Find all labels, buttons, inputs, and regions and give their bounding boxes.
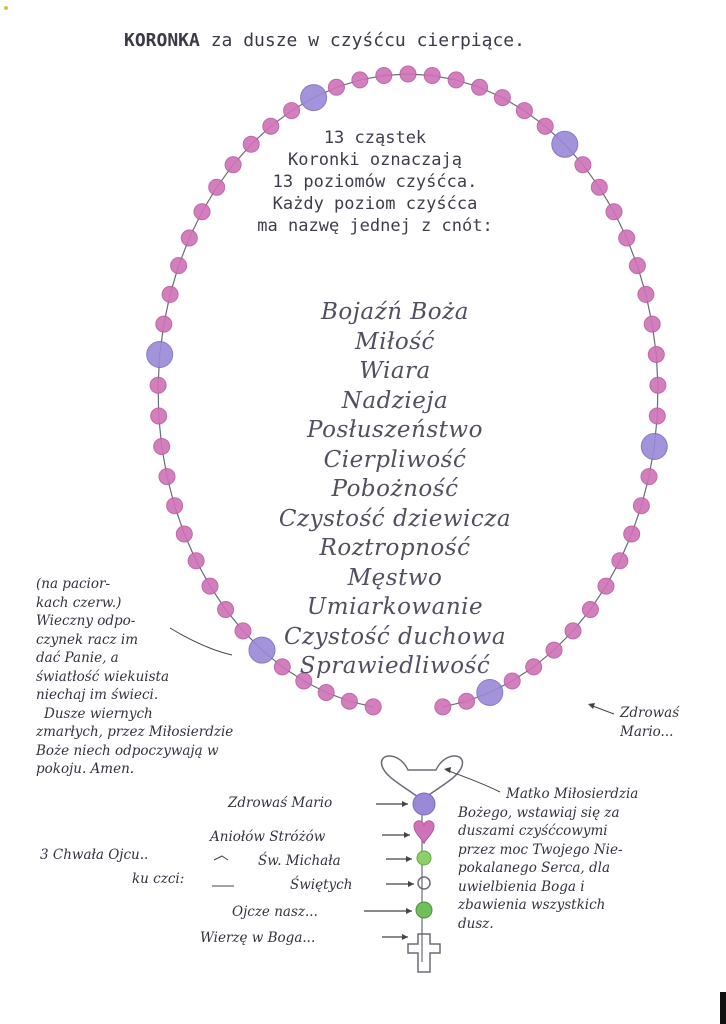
virtue-item: Nadzieja bbox=[341, 387, 449, 414]
virtue-item: Bojaźń Boża bbox=[321, 299, 469, 325]
small-bead bbox=[582, 602, 598, 618]
arrow-head bbox=[588, 703, 595, 709]
note-line: czynek racz im bbox=[36, 631, 139, 648]
virtue-item: Cierpliwość bbox=[323, 446, 467, 473]
virtue-item: Męstwo bbox=[347, 564, 443, 591]
small-bead bbox=[591, 179, 607, 195]
virtue-item: Czystość dziewicza bbox=[278, 505, 512, 532]
small-bead bbox=[649, 408, 665, 424]
intro-text bbox=[195, 127, 555, 237]
intro-line: 13 poziomów czyśćca. bbox=[272, 172, 478, 192]
virtue-item: Wiara bbox=[359, 358, 431, 384]
small-bead bbox=[188, 553, 204, 569]
small-bead bbox=[400, 66, 416, 82]
small-bead bbox=[424, 68, 440, 84]
note-line: pokoju. Amen. bbox=[36, 761, 135, 777]
small-bead bbox=[606, 204, 622, 220]
virtue-item: Sprawiedliwość bbox=[299, 653, 491, 679]
label-wierze: Wierzę w Boga... bbox=[200, 930, 316, 946]
note-line: (na pacior- bbox=[36, 576, 111, 592]
label-line: Zdrowaś bbox=[620, 705, 680, 721]
small-bead bbox=[162, 286, 178, 302]
small-bead bbox=[318, 685, 334, 701]
label-ku-czci: ku czci: bbox=[132, 871, 185, 887]
prayer-line: duszami czyśćcowymi bbox=[458, 823, 608, 839]
pendant-bead-zdrowas bbox=[413, 793, 435, 815]
small-bead bbox=[650, 377, 666, 393]
arrow-head bbox=[404, 832, 410, 838]
small-bead bbox=[612, 553, 628, 569]
note-line: zmarłych, przez Miłosierdzie bbox=[36, 724, 234, 740]
small-bead bbox=[619, 230, 635, 246]
large-bead bbox=[477, 680, 503, 706]
pendant-bead-swietych bbox=[418, 877, 430, 889]
title-bold: KORONKA bbox=[124, 30, 200, 51]
mercy-prayer bbox=[458, 785, 708, 933]
small-bead bbox=[575, 157, 591, 173]
arrow-head bbox=[402, 801, 408, 807]
note-line: Boże niech odpoczywają w bbox=[36, 742, 219, 759]
small-bead bbox=[633, 498, 649, 514]
label-chwala: 3 Chwała Ojcu.. bbox=[40, 847, 149, 863]
large-bead bbox=[641, 434, 667, 460]
note-line: niechaj im świeci. bbox=[36, 687, 159, 703]
note-line: kach czerw.) bbox=[36, 594, 122, 611]
title-rest: za dusze w czyśćcu cierpiące. bbox=[199, 30, 525, 51]
intro-line: ma nazwę jednej z cnót: bbox=[257, 216, 493, 236]
small-bead bbox=[565, 623, 581, 639]
bracket-tick bbox=[214, 856, 228, 860]
pendant-bead-ojcze bbox=[416, 902, 432, 918]
pendant-heart-bead bbox=[414, 821, 434, 844]
arrow-head bbox=[406, 856, 412, 862]
prayer-line: przez moc Twojego Nie- bbox=[458, 841, 623, 858]
small-bead bbox=[154, 439, 170, 455]
small-bead bbox=[624, 526, 640, 542]
arrow-head bbox=[406, 908, 412, 914]
small-bead bbox=[156, 316, 172, 332]
virtue-item: Czystość duchowa bbox=[283, 623, 507, 650]
prayer-line: uwielbienia Boga i bbox=[458, 878, 585, 895]
label-line: Mario... bbox=[620, 723, 674, 740]
small-bead bbox=[648, 347, 664, 363]
note-line: Dusze wiernych bbox=[44, 705, 153, 722]
prayer-line: pokalanego Serca, dla bbox=[458, 860, 611, 876]
small-bead bbox=[341, 693, 357, 709]
small-bead bbox=[638, 286, 654, 302]
right-bead-label bbox=[620, 704, 679, 741]
small-bead bbox=[328, 79, 344, 95]
arrow-head bbox=[402, 934, 408, 940]
small-bead bbox=[629, 258, 645, 274]
small-bead bbox=[167, 498, 183, 514]
prayer-line: Matko Miłosierdzia bbox=[506, 786, 639, 802]
intro-line: 13 cząstek bbox=[323, 128, 427, 148]
small-bead bbox=[151, 408, 167, 424]
virtues-list bbox=[250, 298, 540, 682]
small-bead bbox=[284, 103, 300, 119]
small-bead bbox=[472, 79, 488, 95]
pendant-cross bbox=[408, 934, 440, 972]
intro-line: Każdy poziom czyśćca bbox=[272, 194, 478, 214]
virtue-item: Pobożność bbox=[331, 476, 459, 502]
small-bead bbox=[641, 469, 657, 485]
small-bead bbox=[376, 68, 392, 84]
small-bead bbox=[459, 693, 475, 709]
note-line: dać Panie, a bbox=[36, 650, 119, 666]
small-bead bbox=[150, 377, 166, 393]
intro-line: Koronki oznaczają bbox=[288, 150, 462, 170]
scan-edge-mark bbox=[720, 992, 726, 1024]
large-bead bbox=[301, 85, 327, 111]
label-aniolow: Aniołów Stróżów bbox=[210, 829, 326, 845]
small-bead bbox=[448, 72, 464, 88]
small-bead bbox=[159, 469, 175, 485]
small-bead bbox=[435, 699, 451, 715]
virtue-item: Posłuszeństwo bbox=[307, 417, 483, 443]
label-ojcze: Ojcze nasz... bbox=[232, 904, 318, 920]
left-prayer-note bbox=[36, 575, 266, 779]
small-bead bbox=[598, 578, 614, 594]
small-bead bbox=[546, 642, 562, 658]
small-bead bbox=[644, 316, 660, 332]
virtue-item: Roztropność bbox=[319, 535, 471, 561]
small-bead bbox=[352, 72, 368, 88]
prayer-line: dusz. bbox=[458, 915, 494, 932]
virtue-item: Umiarkowanie bbox=[306, 594, 484, 620]
arrow-head bbox=[444, 767, 451, 773]
note-line: Wieczny odpo- bbox=[36, 613, 136, 629]
small-bead bbox=[171, 258, 187, 274]
prayer-line: Bożego, wstawiaj się za bbox=[458, 804, 620, 821]
pendant-bead-michala bbox=[417, 851, 431, 865]
small-bead bbox=[516, 103, 532, 119]
small-bead bbox=[494, 90, 510, 106]
prayer-line: zbawienia wszystkich bbox=[458, 897, 606, 913]
large-bead bbox=[147, 342, 173, 368]
small-bead bbox=[365, 699, 381, 715]
note-line: światłość wiekuista bbox=[36, 668, 170, 685]
small-bead bbox=[176, 526, 192, 542]
virtue-item: Miłość bbox=[355, 328, 435, 355]
label-zdrowas: Zdrowaś Mario bbox=[228, 795, 333, 811]
label-michala: Św. Michała bbox=[258, 853, 341, 869]
arrow-head bbox=[408, 881, 414, 887]
large-bead bbox=[552, 131, 578, 157]
label-swietych: Świętych bbox=[290, 877, 353, 893]
